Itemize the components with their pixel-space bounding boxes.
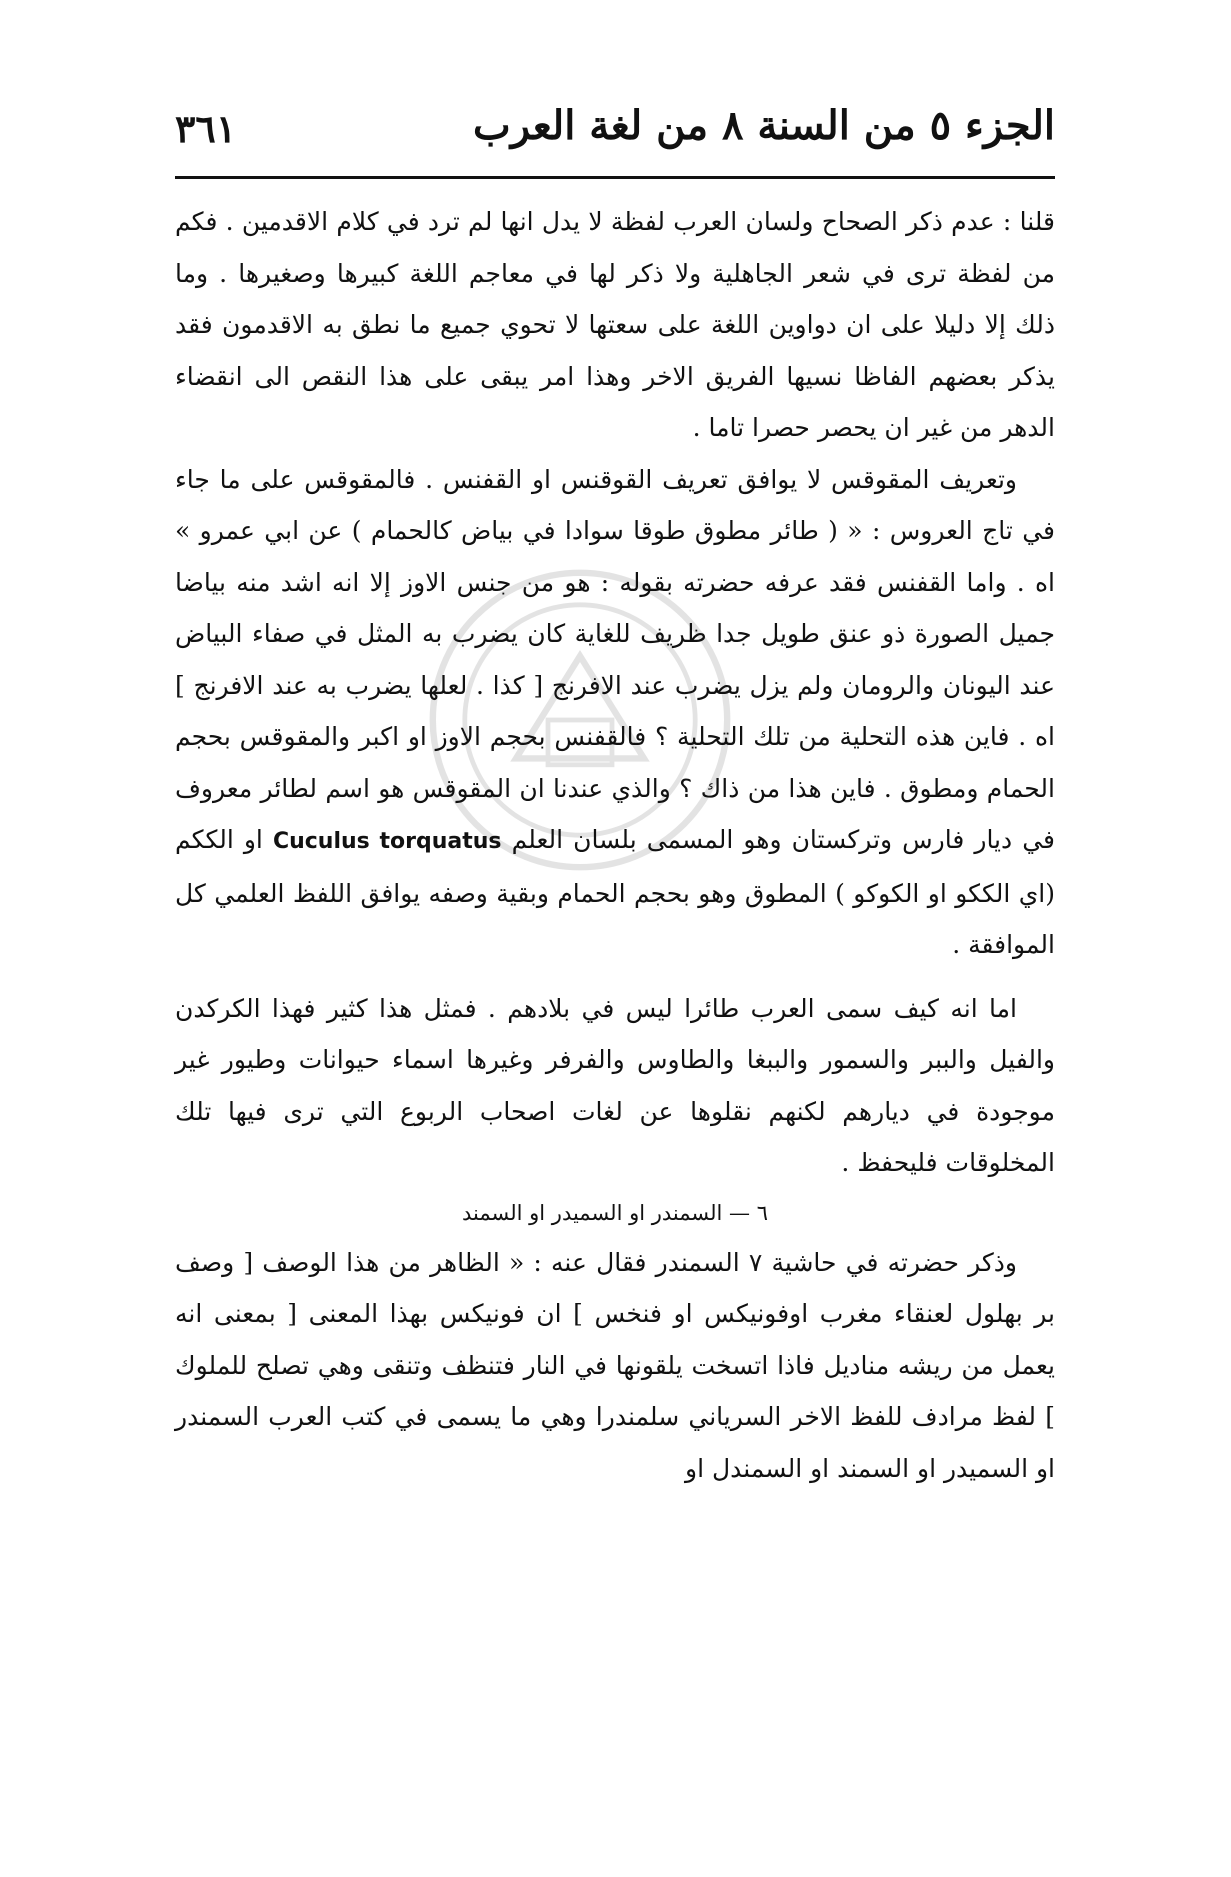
page-header [175, 92, 1055, 172]
section-heading: ٦ — السمندر او السميدر او السمند [462, 1200, 768, 1225]
header-rule [175, 176, 1055, 179]
paragraph-4: وذكر حضرته في حاشية ٧ السمندر فقال عنه : « الظاهر من هذا الوصف [ وصف بر بهلول لعنقاء مغرب اوفونيكس او فنخس ] ان فونيكس بهذا المعنى [ بمعنى انه يعمل من ريشه مناديل فاذا اتسخت يلقونها في النار فتنظف وتنقى وهي تصلح للملوك ] لفظ مرادف للفظ الاخر السرياني سلمندرا وهي ما يسمى في كتب العرب السمندر او السميدر او السمند او السمندل او [175, 1247, 1055, 1483]
page-number: ٣٦١ [175, 106, 237, 151]
paragraph-2-text: وتعريف المقوقس لا يوافق تعريف القوقنس او القفنس . فالمقوقس على ما جاء في تاج العروس : « ( طائر مطوق طوقا سوادا في بياض كالحمام ) عن ابي عمرو » اه . واما القفنس فقد عرفه حضرته بقوله : هو من جنس الاوز إلا انه اشد منه بياضا جميل الصورة ذو عنق طويل جدا ظريف للغاية كان يضرب به المثل في صفاء البياض عند اليونان والرومان ولم يزل يضرب عند الافرنج [ كذا . لعلها يضرب به عند الافرنج ] اه . فاين هذه التحلية من تلك التحلية ؟ فالقفنس بحجم الاوز او اكبر والمقوقس بحجم الحمام ومطوق . فاين هذا من ذاك ؟ والذي عندنا ان المقوقس هو اسم لطائر معروف في ديار فارس وتركستان وهو المسمى بلسان العلم [175, 464, 1055, 854]
article-body [175, 196, 1055, 1494]
paragraph-1: قلنا : عدم ذكر الصحاح ولسان العرب لفظة لا يدل انها لم ترد في كلام الاقدمين . فكم من لفظة ترى في شعر الجاهلية ولا ذكر لها في معاجم اللغة كبيرها وصغيرها . وما ذلك إلا دليلا على ان دواوين اللغة على سعتها لا تحوي جميع ما نطق به الاقدمون فقد يذكر بعضهم الفاظا نسيها الفريق الاخر وهذا امر يبقى على هذا النقص الى انقضاء الدهر من غير ان يحصر حصرا تاما . [175, 207, 1055, 442]
paragraph-2-end: او الككم (اي الككو او الكوكو ) المطوق وهو بحجم الحمام وبقية وصفه يوافق اللفظ العلمي كل الموافقة . [175, 825, 1055, 959]
paragraph-2 [175, 454, 1055, 971]
latin-scientific-name: Cuculus torquatus [272, 829, 502, 854]
paragraph-3: اما انه كيف سمى العرب طائرا ليس في بلادهم . فمثل هذا كثير فهذا الكركدن والفيل والببر والسمور والببغا والطاوس والفرفر وغيرها اسماء حيوانات وطيور غير موجودة في ديارهم لكنهم نقلوها عن لغات اصحاب الربوع التي ترى فيها تلك المخلوقات فليحفظ . [175, 993, 1055, 1177]
running-head: الجزء ٥ من السنة ٨ من لغة العرب [473, 102, 1055, 149]
